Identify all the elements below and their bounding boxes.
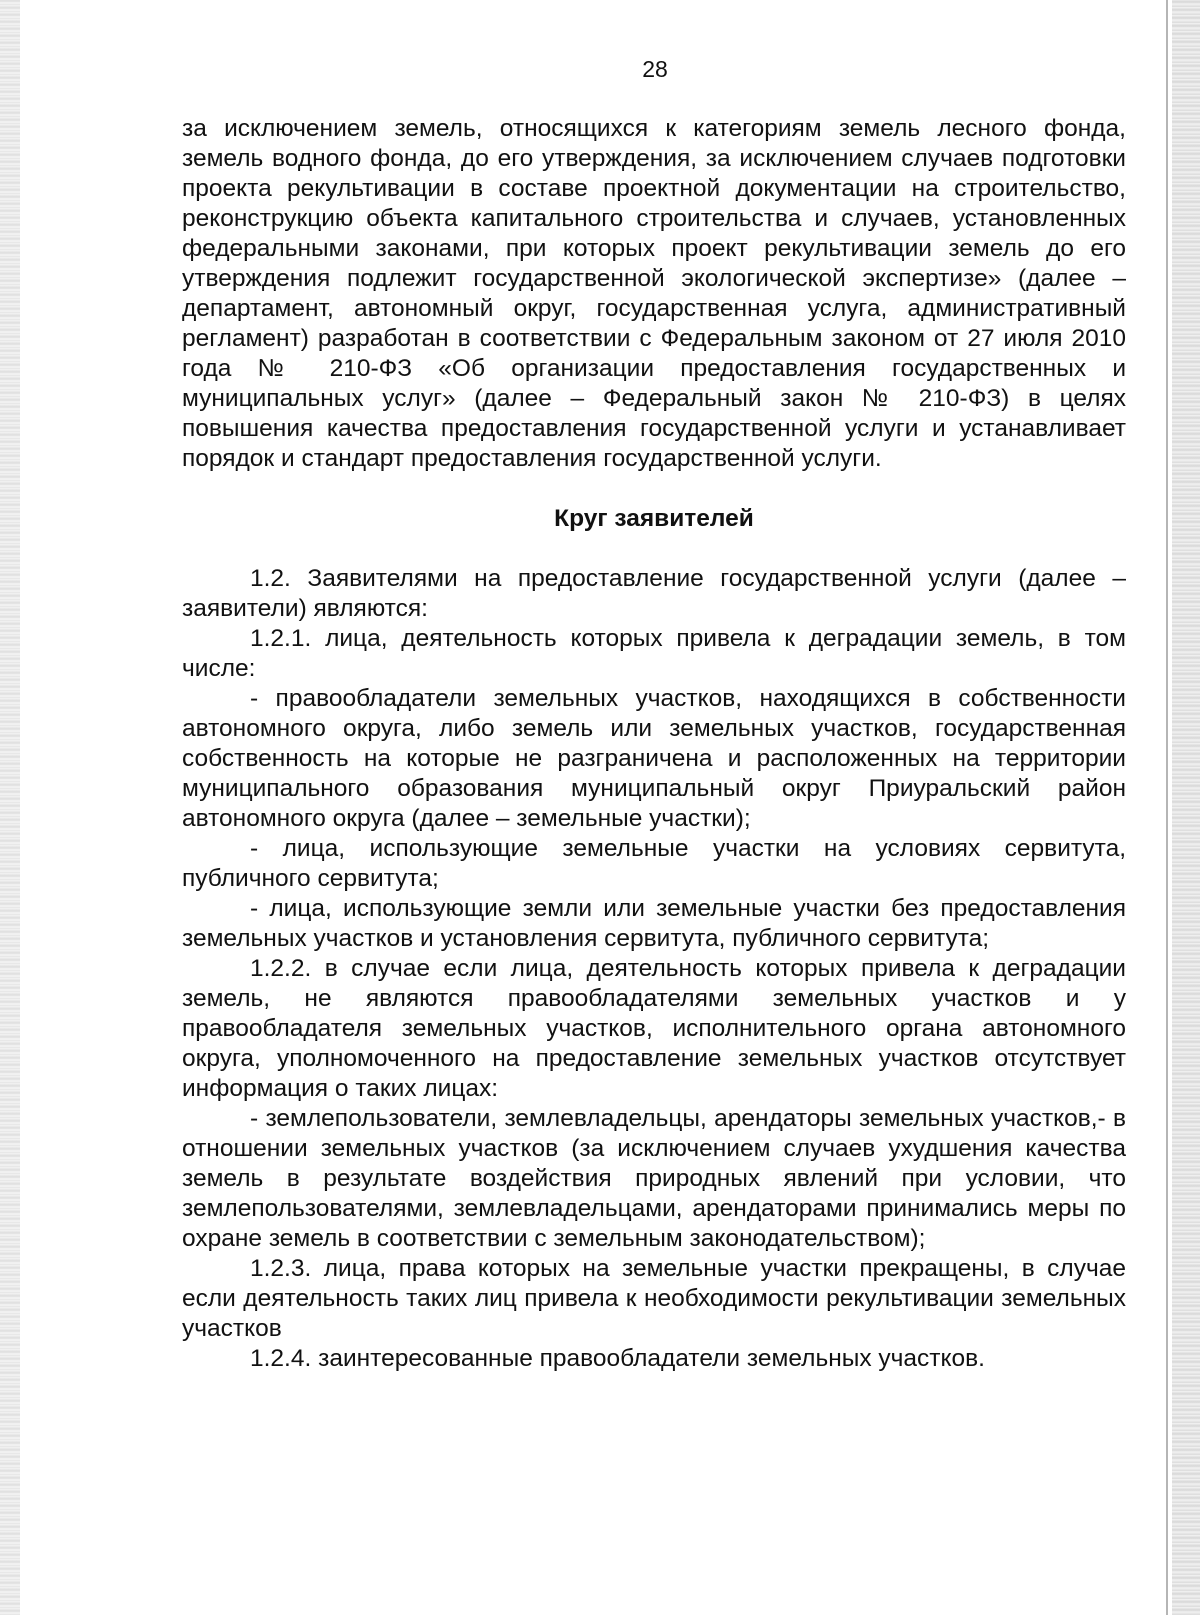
scan-edge-right (1172, 0, 1200, 1615)
list-item-tenants: - землепользователи, землевладельцы, арендаторы земельных участков,- в отношении земельных участков (за исключением случаев ухудшения качества земель в результате воздействия природных явлений при условии, что землепользователями, землевладельцами, арендаторами принимались меры по охране земель в соответствии с земельным законодательством); (182, 1105, 1126, 1252)
list-item-rightholders: - правообладатели земельных участков, находящихся в собственности автономного округа, либо земель или земельных участков, государственная собственность на которые не разграничена и расположенных на территории муниципального образования муниципальный округ Приуральский район автономного округа (далее – земельные участки); (182, 685, 1126, 832)
paragraph-1-2: 1.2. Заявителями на предоставление государственной услуги (далее – заявители) являются: (182, 565, 1126, 622)
paragraph-1-2-2: 1.2.2. в случае если лица, деятельность которых привела к деградации земель, не являются правообладателями земельных участков и у правообладателя земельных участков, исполнительного органа автономного округа, уполномоченного на предоставление земельных участков отсутствует информация о таких лицах: (182, 955, 1126, 1102)
list-item-servitude-users: - лица, использующие земельные участки на условиях сервитута, публичного сервитута; (182, 835, 1126, 892)
list-item-land-users-without-grant: - лица, использующие земли или земельные участки без предоставления земельных участков и установления сервитута, публичного сервитута; (182, 895, 1126, 952)
intro-paragraph: за исключением земель, относящихся к категориям земель лесного фонда, земель водного фонда, до его утверждения, за исключением случаев подготовки проекта рекультивации в составе проектной документации на строительство, реконструкцию объекта капитального строительства и случаев, установленных федеральными законами, при которых проект рекультивации земель до его утверждения подлежит государственной экологической экспертизе» (далее – департамент, автономный округ, государственная услуга, административный регламент) разработан в соответствии с Федеральным законом от 27 июля 2010 года № 210-ФЗ «Об организации предоставления государственных и муниципальных услуг» (далее – Федеральный закон № 210-ФЗ) в целях повышения качества предоставления государственной услуги и устанавливает порядок и стандарт предоставления государственной услуги. (182, 115, 1126, 472)
paragraph-1-2-4: 1.2.4. заинтересованные правообладатели земельных участков. (250, 1345, 985, 1372)
section-heading: Круг заявителей (554, 505, 754, 532)
scan-edge-left (0, 0, 20, 1615)
document-body (182, 114, 1126, 1374)
paragraph-1-2-1: 1.2.1. лица, деятельность которых привела к деградации земель, в том числе: (182, 625, 1126, 682)
paragraph-1-2-3: 1.2.3. лица, права которых на земельные участки прекращены, в случае если деятельность таких лиц привела к необходимости рекультивации земельных участков (182, 1255, 1126, 1342)
page-edge-line (1166, 0, 1168, 1615)
page-number: 28 (642, 56, 668, 82)
